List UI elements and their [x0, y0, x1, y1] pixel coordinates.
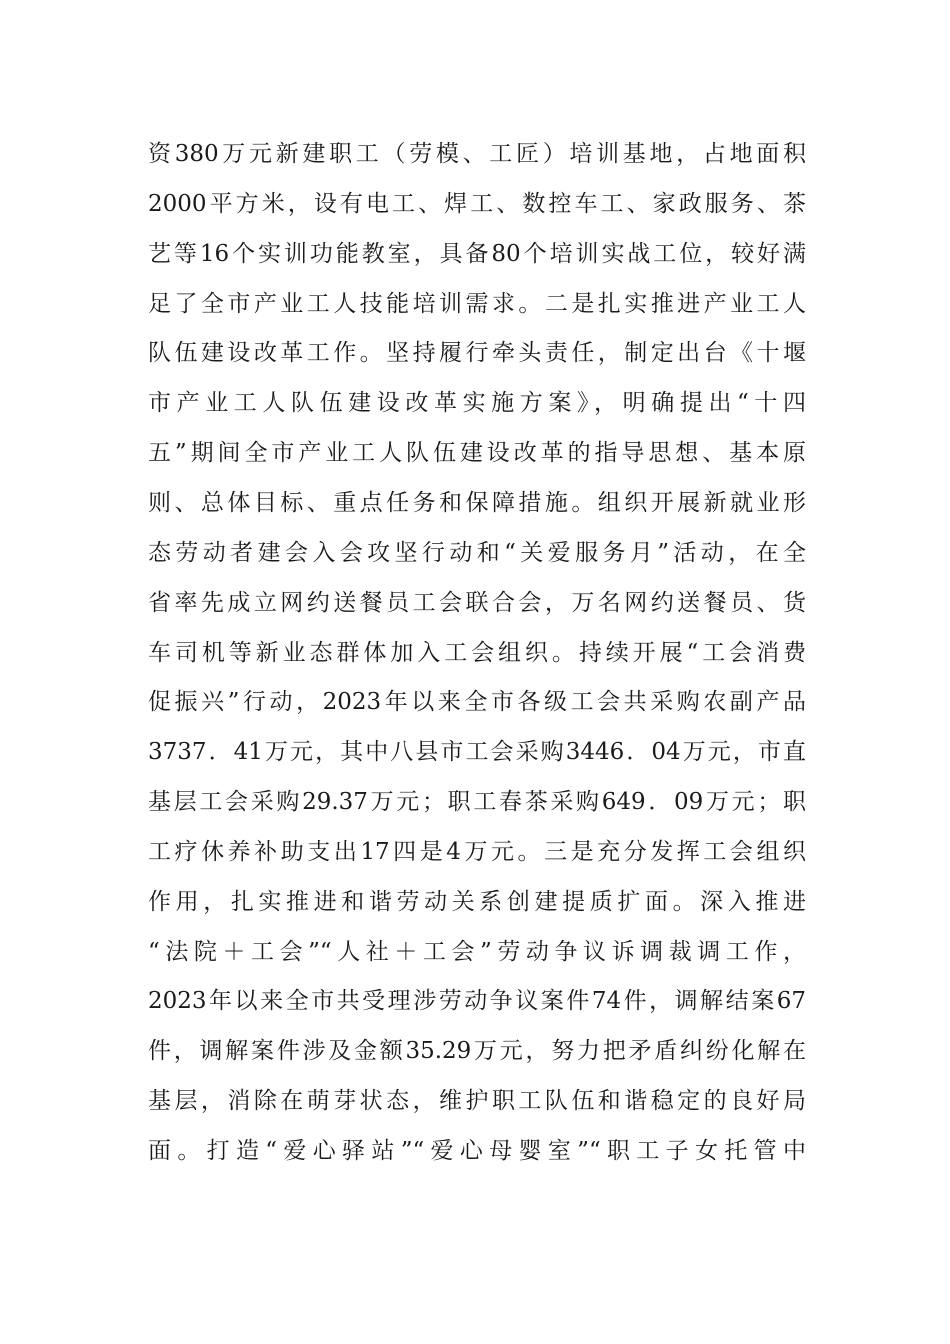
body-text-line: 市产业工人队伍建设改革实施方案》，明确提出“十四 — [148, 390, 806, 417]
body-text-line: 态劳动者建会入会攻坚行动和“关爱服务月”活动，在全 — [148, 539, 806, 566]
body-text-line: 车司机等新业态群体加入工会组织。持续开展“工会消费 — [148, 639, 806, 666]
body-text-line: 件，调解案件涉及金额35.29万元，努力把矛盾纠纷化解在 — [148, 1038, 806, 1065]
body-text-line: 2023年以来全市共受理涉劳动争议案件74件，调解结案67 — [148, 988, 806, 1015]
body-text-line: “法院＋工会”“人社＋工会”劳动争议诉调裁调工作， — [148, 938, 806, 965]
body-text-line: 资380万元新建职工（劳模、工匠）培训基地，占地面积 — [148, 141, 806, 167]
body-text-line: 队伍建设改革工作。坚持履行牵头责任，制定出台《十堰 — [148, 340, 806, 367]
body-text-line: 艺等16个实训功能教室，具备80个培训实战工位，较好满 — [148, 240, 806, 267]
body-text-line: 基层工会采购29.37万元；职工春茶采购649．09万元；职 — [148, 789, 806, 816]
body-text-line: 足了全市产业工人技能培训需求。二是扎实推进产业工人 — [148, 290, 806, 317]
body-text-line: 3737．41万元，其中八县市工会采购3446．04万元，市直 — [148, 739, 806, 766]
body-text-line: 省率先成立网约送餐员工会联合会，万名网约送餐员、货 — [148, 589, 806, 616]
body-text-line: 五”期间全市产业工人队伍建设改革的指导思想、基本原 — [148, 440, 806, 467]
body-text-line: 作用，扎实推进和谐劳动关系创建提质扩面。深入推进 — [148, 888, 806, 915]
body-text-line: 面。打造“爱心驿站”“爱心母婴室”“职工子女托管中 — [148, 1138, 806, 1164]
body-text-line: 工疗休养补助支出17四是4万元。三是充分发挥工会组织 — [148, 838, 806, 865]
body-text-line: 2000平方米，设有电工、焊工、数控车工、家政服务、茶 — [148, 190, 806, 217]
body-text-line: 基层，消除在萌芽状态，维护职工队伍和谐稳定的良好局 — [148, 1088, 806, 1115]
body-text-line: 促振兴”行动，2023年以来全市各级工会共采购农副产品 — [148, 689, 806, 716]
body-text-line: 则、总体目标、重点任务和保障措施。组织开展新就业形 — [148, 489, 806, 516]
